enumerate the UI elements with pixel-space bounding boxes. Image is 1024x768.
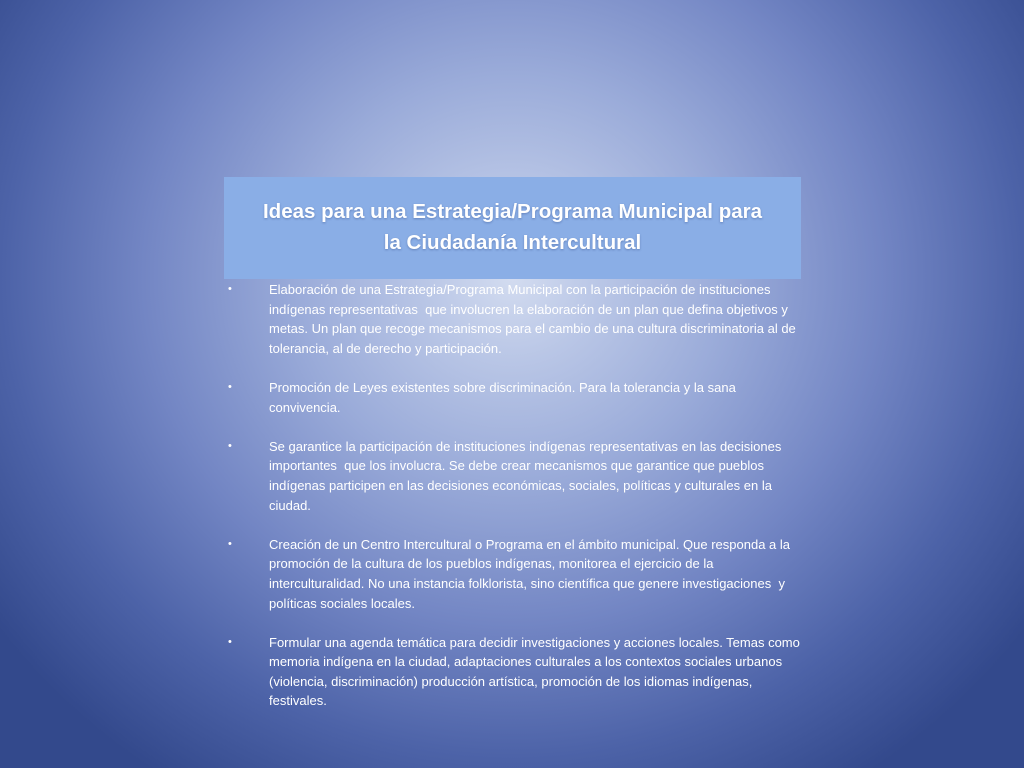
bullet-item <box>228 280 800 358</box>
bullet-list <box>228 280 804 731</box>
slide-title <box>263 196 762 258</box>
bullet-item <box>228 378 800 417</box>
bullet-text-2: Promoción de Leyes existentes sobre discriminación. Para la tolerancia y la sana convivencia. <box>269 379 740 415</box>
bullet-dot-icon: • <box>228 439 232 452</box>
bullet-item <box>228 437 800 515</box>
bullet-text-3: Se garantice la participación de instituciones indígenas representativas en las decisiones importantes que los involucra. Se debe crear mecanismos que garantice que pueblos indígenas participen en las decisiones económicas, sociales, políticas y culturales en la ciudad. <box>269 438 785 513</box>
slide-title-line-2: la Ciudadanía Intercultural <box>383 231 642 254</box>
title-box <box>224 177 801 279</box>
bullet-dot-icon: • <box>228 537 232 550</box>
bullet-text-4: Creación de un Centro Intercultural o Programa en el ámbito municipal. Que responda a la promoción de la cultura de los pueblos indígenas, monitorea el ejercicio de la interculturalidad. No una instancia folklorista, sino científica que genere investigaciones y políticas sociales locales. <box>269 536 794 611</box>
bullet-dot-icon: • <box>228 380 232 393</box>
bullet-text-1: Elaboración de una Estrategia/Programa Municipal con la participación de instituciones indígenas representativas que involucren la elaboración de un plan que defina objetivos y metas. Un plan que recoge mecanismos para el cambio de una cultura discriminatoria al de tolerancia, al de derecho y participación. <box>269 282 800 356</box>
bullet-dot-icon: • <box>228 635 232 648</box>
bullet-item <box>228 535 800 613</box>
bullet-text-5: Formular una agenda temática para decidir investigaciones y acciones locales. Temas como memoria indígena en la ciudad, adaptaciones culturales a los contextos sociales urbanos (violencia, discriminación) producción artística, promoción de los idiomas indígenas, festivales. <box>269 634 804 709</box>
slide-title-line-1: Ideas para una Estrategia/Programa Municipal para <box>262 200 762 223</box>
bullet-dot-icon: • <box>228 283 232 295</box>
bullet-item <box>228 633 804 711</box>
